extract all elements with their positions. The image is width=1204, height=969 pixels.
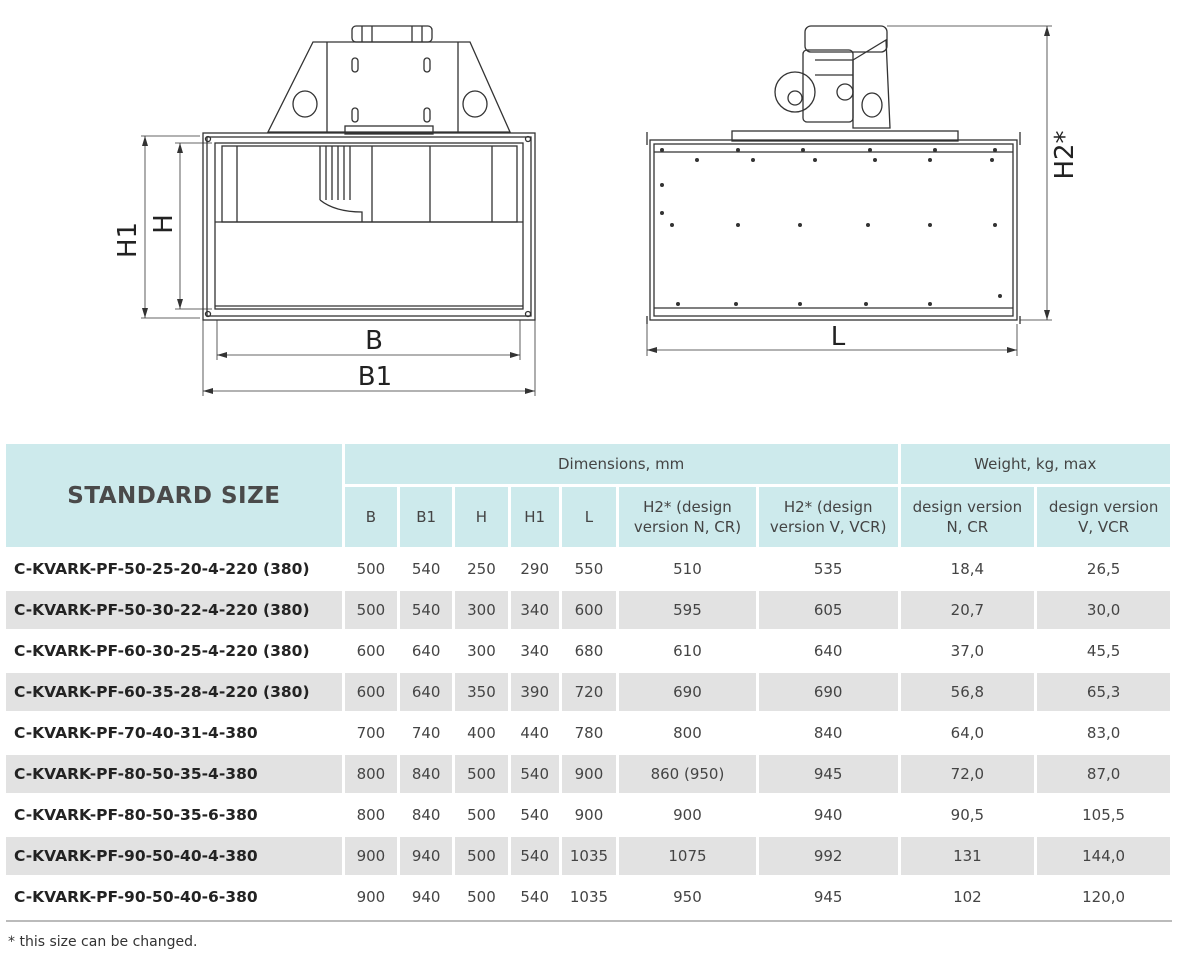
cell-h1: 390 (511, 670, 559, 711)
table-row (6, 629, 1170, 670)
weight-group-header: Weight, kg, max (901, 444, 1170, 484)
cell-h: 300 (455, 629, 507, 670)
cell-h2-vvcr: 940 (759, 793, 898, 834)
cell-weight-vvcr: 45,5 (1037, 629, 1170, 670)
cell-h: 350 (455, 670, 507, 711)
cell-b: 900 (345, 834, 397, 875)
table-bottom-rule (6, 920, 1172, 922)
cell-b: 600 (345, 670, 397, 711)
label-h1: H1 (113, 221, 143, 259)
cell-h2-vvcr: 945 (759, 752, 898, 793)
cell-weight-vvcr: 87,0 (1037, 752, 1170, 793)
cell-b: 700 (345, 711, 397, 752)
col-header-h2-ncr: H2* (design version N, CR) (619, 484, 756, 547)
cell-name: C-KVARK-PF-60-30-25-4-220 (380) (6, 629, 342, 670)
cell-b: 900 (345, 875, 397, 916)
cell-weight-vvcr: 30,0 (1037, 588, 1170, 629)
cell-b1: 840 (400, 752, 452, 793)
cell-h2-vvcr: 840 (759, 711, 898, 752)
cell-name: C-KVARK-PF-50-30-22-4-220 (380) (6, 588, 342, 629)
cell-weight-ncr: 90,5 (901, 793, 1035, 834)
cell-l: 680 (562, 629, 616, 670)
cell-weight-ncr: 102 (901, 875, 1035, 916)
cell-l: 720 (562, 670, 616, 711)
front-view-drawing (141, 26, 535, 396)
cell-h2-vvcr: 690 (759, 670, 898, 711)
cell-h2-vvcr: 605 (759, 588, 898, 629)
cell-h1: 540 (511, 834, 559, 875)
cell-h2-vvcr: 535 (759, 547, 898, 588)
table-row (6, 793, 1170, 834)
cell-b1: 640 (400, 629, 452, 670)
col-header-h1: H1 (511, 484, 559, 547)
cell-h2-ncr: 510 (619, 547, 756, 588)
footnote: * this size can be changed. (8, 934, 198, 950)
cell-h2-ncr: 690 (619, 670, 756, 711)
cell-h1: 540 (511, 793, 559, 834)
cell-b1: 640 (400, 670, 452, 711)
label-b1: B1 (357, 362, 393, 392)
col-header-h2-vvcr: H2* (design version V, VCR) (759, 484, 898, 547)
cell-weight-ncr: 18,4 (901, 547, 1035, 588)
cell-name: C-KVARK-PF-70-40-31-4-380 (6, 711, 342, 752)
cell-weight-ncr: 131 (901, 834, 1035, 875)
cell-h2-ncr: 950 (619, 875, 756, 916)
cell-h2-ncr: 860 (950) (619, 752, 756, 793)
cell-h: 250 (455, 547, 507, 588)
col-header-b1: B1 (400, 484, 452, 547)
cell-h2-ncr: 900 (619, 793, 756, 834)
col-header-b: B (345, 484, 397, 547)
cell-h1: 540 (511, 875, 559, 916)
cell-h2-vvcr: 992 (759, 834, 898, 875)
cell-h1: 340 (511, 629, 559, 670)
table-row (6, 875, 1170, 916)
table-row (6, 588, 1170, 629)
col-header-h: H (455, 484, 507, 547)
cell-h: 500 (455, 752, 507, 793)
cell-weight-vvcr: 144,0 (1037, 834, 1170, 875)
cell-l: 1035 (562, 834, 616, 875)
dimensions-table (3, 444, 1173, 916)
cell-h2-ncr: 610 (619, 629, 756, 670)
table-row (6, 834, 1170, 875)
label-h: H (149, 214, 179, 234)
cell-h: 300 (455, 588, 507, 629)
label-h2: H2* (1050, 130, 1080, 180)
table-row (6, 670, 1170, 711)
technical-drawings (0, 0, 1204, 430)
cell-l: 1035 (562, 875, 616, 916)
cell-h: 500 (455, 793, 507, 834)
cell-weight-ncr: 20,7 (901, 588, 1035, 629)
table-row (6, 711, 1170, 752)
cell-b: 800 (345, 752, 397, 793)
cell-b1: 540 (400, 547, 452, 588)
cell-b: 800 (345, 793, 397, 834)
cell-b1: 940 (400, 875, 452, 916)
side-view-drawing (647, 26, 1052, 356)
cell-l: 900 (562, 752, 616, 793)
cell-h: 500 (455, 834, 507, 875)
table-row (6, 752, 1170, 793)
cell-name: C-KVARK-PF-90-50-40-6-380 (6, 875, 342, 916)
col-header-weight-ncr: design version N, CR (901, 484, 1035, 547)
cell-h1: 340 (511, 588, 559, 629)
cell-weight-vvcr: 83,0 (1037, 711, 1170, 752)
label-b: B (365, 326, 383, 356)
cell-b1: 940 (400, 834, 452, 875)
cell-weight-ncr: 64,0 (901, 711, 1035, 752)
cell-l: 550 (562, 547, 616, 588)
cell-h1: 440 (511, 711, 559, 752)
cell-h1: 540 (511, 752, 559, 793)
cell-h: 400 (455, 711, 507, 752)
cell-weight-vvcr: 26,5 (1037, 547, 1170, 588)
cell-b1: 540 (400, 588, 452, 629)
cell-name: C-KVARK-PF-60-35-28-4-220 (380) (6, 670, 342, 711)
standard-size-header: STANDARD SIZE (6, 444, 342, 547)
cell-weight-ncr: 72,0 (901, 752, 1035, 793)
cell-l: 780 (562, 711, 616, 752)
cell-h2-ncr: 595 (619, 588, 756, 629)
cell-b: 500 (345, 547, 397, 588)
cell-h1: 290 (511, 547, 559, 588)
cell-b: 600 (345, 629, 397, 670)
cell-name: C-KVARK-PF-80-50-35-6-380 (6, 793, 342, 834)
cell-weight-vvcr: 120,0 (1037, 875, 1170, 916)
cell-h2-ncr: 1075 (619, 834, 756, 875)
cell-b1: 740 (400, 711, 452, 752)
cell-name: C-KVARK-PF-90-50-40-4-380 (6, 834, 342, 875)
cell-name: C-KVARK-PF-80-50-35-4-380 (6, 752, 342, 793)
label-l: L (830, 322, 846, 352)
cell-weight-vvcr: 105,5 (1037, 793, 1170, 834)
cell-weight-vvcr: 65,3 (1037, 670, 1170, 711)
table-row (6, 547, 1170, 588)
cell-h2-vvcr: 640 (759, 629, 898, 670)
cell-l: 600 (562, 588, 616, 629)
col-header-l: L (562, 484, 616, 547)
cell-weight-ncr: 56,8 (901, 670, 1035, 711)
dimensions-group-header: Dimensions, mm (345, 444, 898, 484)
cell-b1: 840 (400, 793, 452, 834)
cell-weight-ncr: 37,0 (901, 629, 1035, 670)
cell-h2-ncr: 800 (619, 711, 756, 752)
dimensions-table-wrap (6, 444, 1170, 916)
cell-b: 500 (345, 588, 397, 629)
col-header-weight-vvcr: design version V, VCR (1037, 484, 1170, 547)
cell-h: 500 (455, 875, 507, 916)
table-body (6, 547, 1170, 916)
cell-l: 900 (562, 793, 616, 834)
cell-h2-vvcr: 945 (759, 875, 898, 916)
cell-name: C-KVARK-PF-50-25-20-4-220 (380) (6, 547, 342, 588)
